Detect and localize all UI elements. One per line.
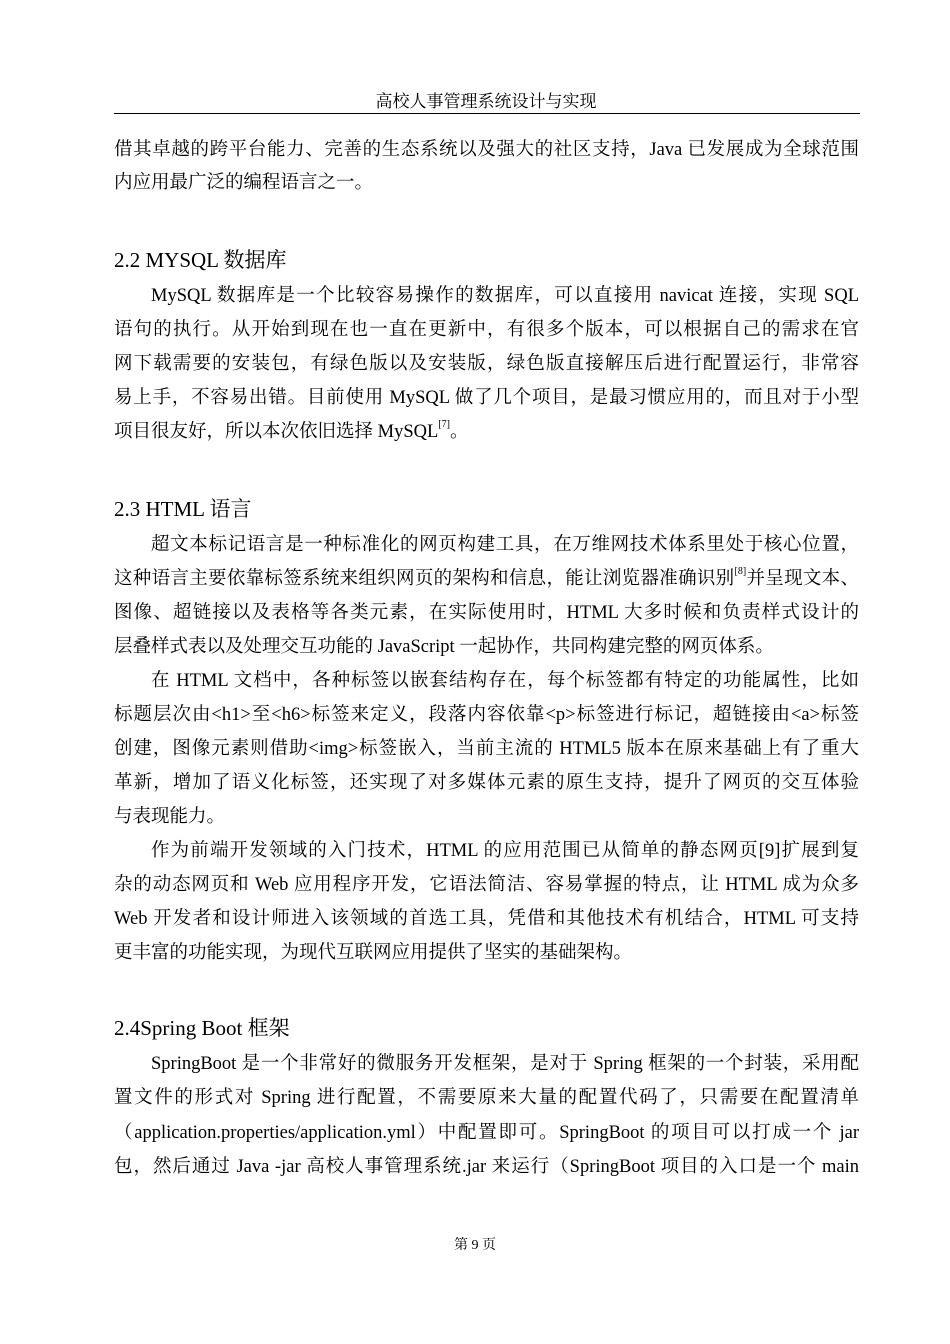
running-header: 高校人事管理系统设计与实现 <box>375 92 597 111</box>
line-text: 网下载需要的安装包，有绿色版以及安装版，绿色版直接解压后进行配置运行，非常容 <box>114 354 859 374</box>
paragraph-line <box>114 1116 859 1150</box>
line-text: 置文件的形式对 Spring 进行配置，不需要原来大量的配置代码了，只需要在配置清单 <box>114 1088 859 1108</box>
paragraph-line <box>114 596 859 630</box>
paragraph-line <box>114 313 859 347</box>
line-text: 层叠样式表以及处理交互功能的 JavaScript 一起协作，共同构建完整的网页体系。 <box>114 637 774 657</box>
paragraph-line <box>151 834 859 868</box>
paragraph-line <box>114 1150 859 1184</box>
paragraph-line <box>151 1047 859 1081</box>
header-rule <box>114 113 860 114</box>
line-text-continued: 并呈现文本、 <box>746 569 859 589</box>
paragraph-line <box>151 664 859 698</box>
paragraph-line <box>114 381 859 415</box>
line-text: Web 开发者和设计师进入该领域的首选工具，凭借和其他技术有机结合，HTML 可支持 <box>114 909 859 929</box>
paragraph-line <box>114 698 859 732</box>
line-text: 标题层次由<h1>至<h6>标签来定义，段落内容依靠<p>标签进行标记，超链接由<a>标签 <box>114 705 859 725</box>
section-heading: 2.2 MYSQL 数据库 <box>114 248 287 272</box>
line-text: 内应用最广泛的编程语言之一。 <box>114 173 374 193</box>
line-text-continued: 。 <box>449 422 469 442</box>
citation-superscript: [7] <box>438 419 450 430</box>
paragraph-line <box>114 630 859 664</box>
paragraph-line <box>114 347 859 381</box>
line-text: 语句的执行。从开始到现在也一直在更新中，有很多个版本，可以根据自己的需求在官 <box>114 320 859 340</box>
paragraph-line <box>114 166 859 200</box>
paragraph-line <box>114 936 859 970</box>
paragraph-line <box>114 1081 859 1115</box>
paragraph-line <box>114 133 859 167</box>
line-text: 超文本标记语言是一种标准化的网页构建工具，在万维网技术体系里处于核心位置， <box>151 535 859 555</box>
line-text: 借其卓越的跨平台能力、完善的生态系统以及强大的社区支持，Java 已发展成为全球范围 <box>114 140 859 160</box>
paragraph-line <box>114 902 859 936</box>
line-text: 革新，增加了语义化标签，还实现了对多媒体元素的原生支持，提升了网页的交互体验 <box>114 773 859 793</box>
line-text: 在 HTML 文档中，各种标签以嵌套结构存在，每个标签都有特定的功能属性，比如 <box>151 671 859 691</box>
paragraph-line <box>114 766 859 800</box>
line-text: 项目很友好，所以本次依旧选择 MySQL <box>114 422 439 442</box>
line-text: 这种语言主要依靠标签系统来组织网页的架构和信息，能让浏览器准确识别 <box>114 569 735 589</box>
section-heading: 2.4Spring Boot 框架 <box>114 1016 290 1040</box>
line-text: 包，然后通过 Java -jar 高校人事管理系统.jar 来运行（SpringBoot 项目的入口是一个 main <box>114 1157 859 1177</box>
line-text: 作为前端开发领域的入门技术，HTML 的应用范围已从简单的静态网页[9]扩展到复 <box>151 841 859 861</box>
paragraph-line <box>151 279 859 313</box>
line-text: 易上手，不容易出错。目前使用 MySQL 做了几个项目，是最习惯应用的，而且对于小型 <box>114 388 859 408</box>
line-text: （application.properties/application.yml）中配置即可。SpringBoot 的项目可以打成一个 jar <box>114 1123 859 1143</box>
paragraph-line <box>114 562 859 596</box>
paragraph-line <box>114 732 859 766</box>
paragraph-line <box>114 415 859 449</box>
line-text: 杂的动态网页和 Web 应用程序开发，它语法简洁、容易掌握的特点，让 HTML 成为众多 <box>114 875 859 895</box>
line-text: 图像、超链接以及表格等各类元素，在实际使用时，HTML 大多时候和负责样式设计的 <box>114 603 859 623</box>
line-text: SpringBoot 是一个非常好的微服务开发框架，是对于 Spring 框架的一个封装，采用配 <box>151 1054 859 1074</box>
citation-superscript: [8] <box>734 566 747 577</box>
line-text: 更丰富的功能实现，为现代互联网应用提供了坚实的基础架构。 <box>114 943 633 963</box>
section-heading: 2.3 HTML 语言 <box>114 497 252 521</box>
line-text: MySQL 数据库是一个比较容易操作的数据库，可以直接用 navicat 连接，实现 SQL <box>151 286 859 306</box>
line-text: 创建，图像元素则借助<img>标签嵌入，当前主流的 HTML5 版本在原来基础上有了重大 <box>114 739 859 759</box>
paragraph-line <box>114 868 859 902</box>
line-text: 与表现能力。 <box>114 807 226 827</box>
paragraph-line <box>151 528 859 562</box>
paragraph-line <box>114 800 859 834</box>
page-number: 第 9 页 <box>454 1238 496 1253</box>
